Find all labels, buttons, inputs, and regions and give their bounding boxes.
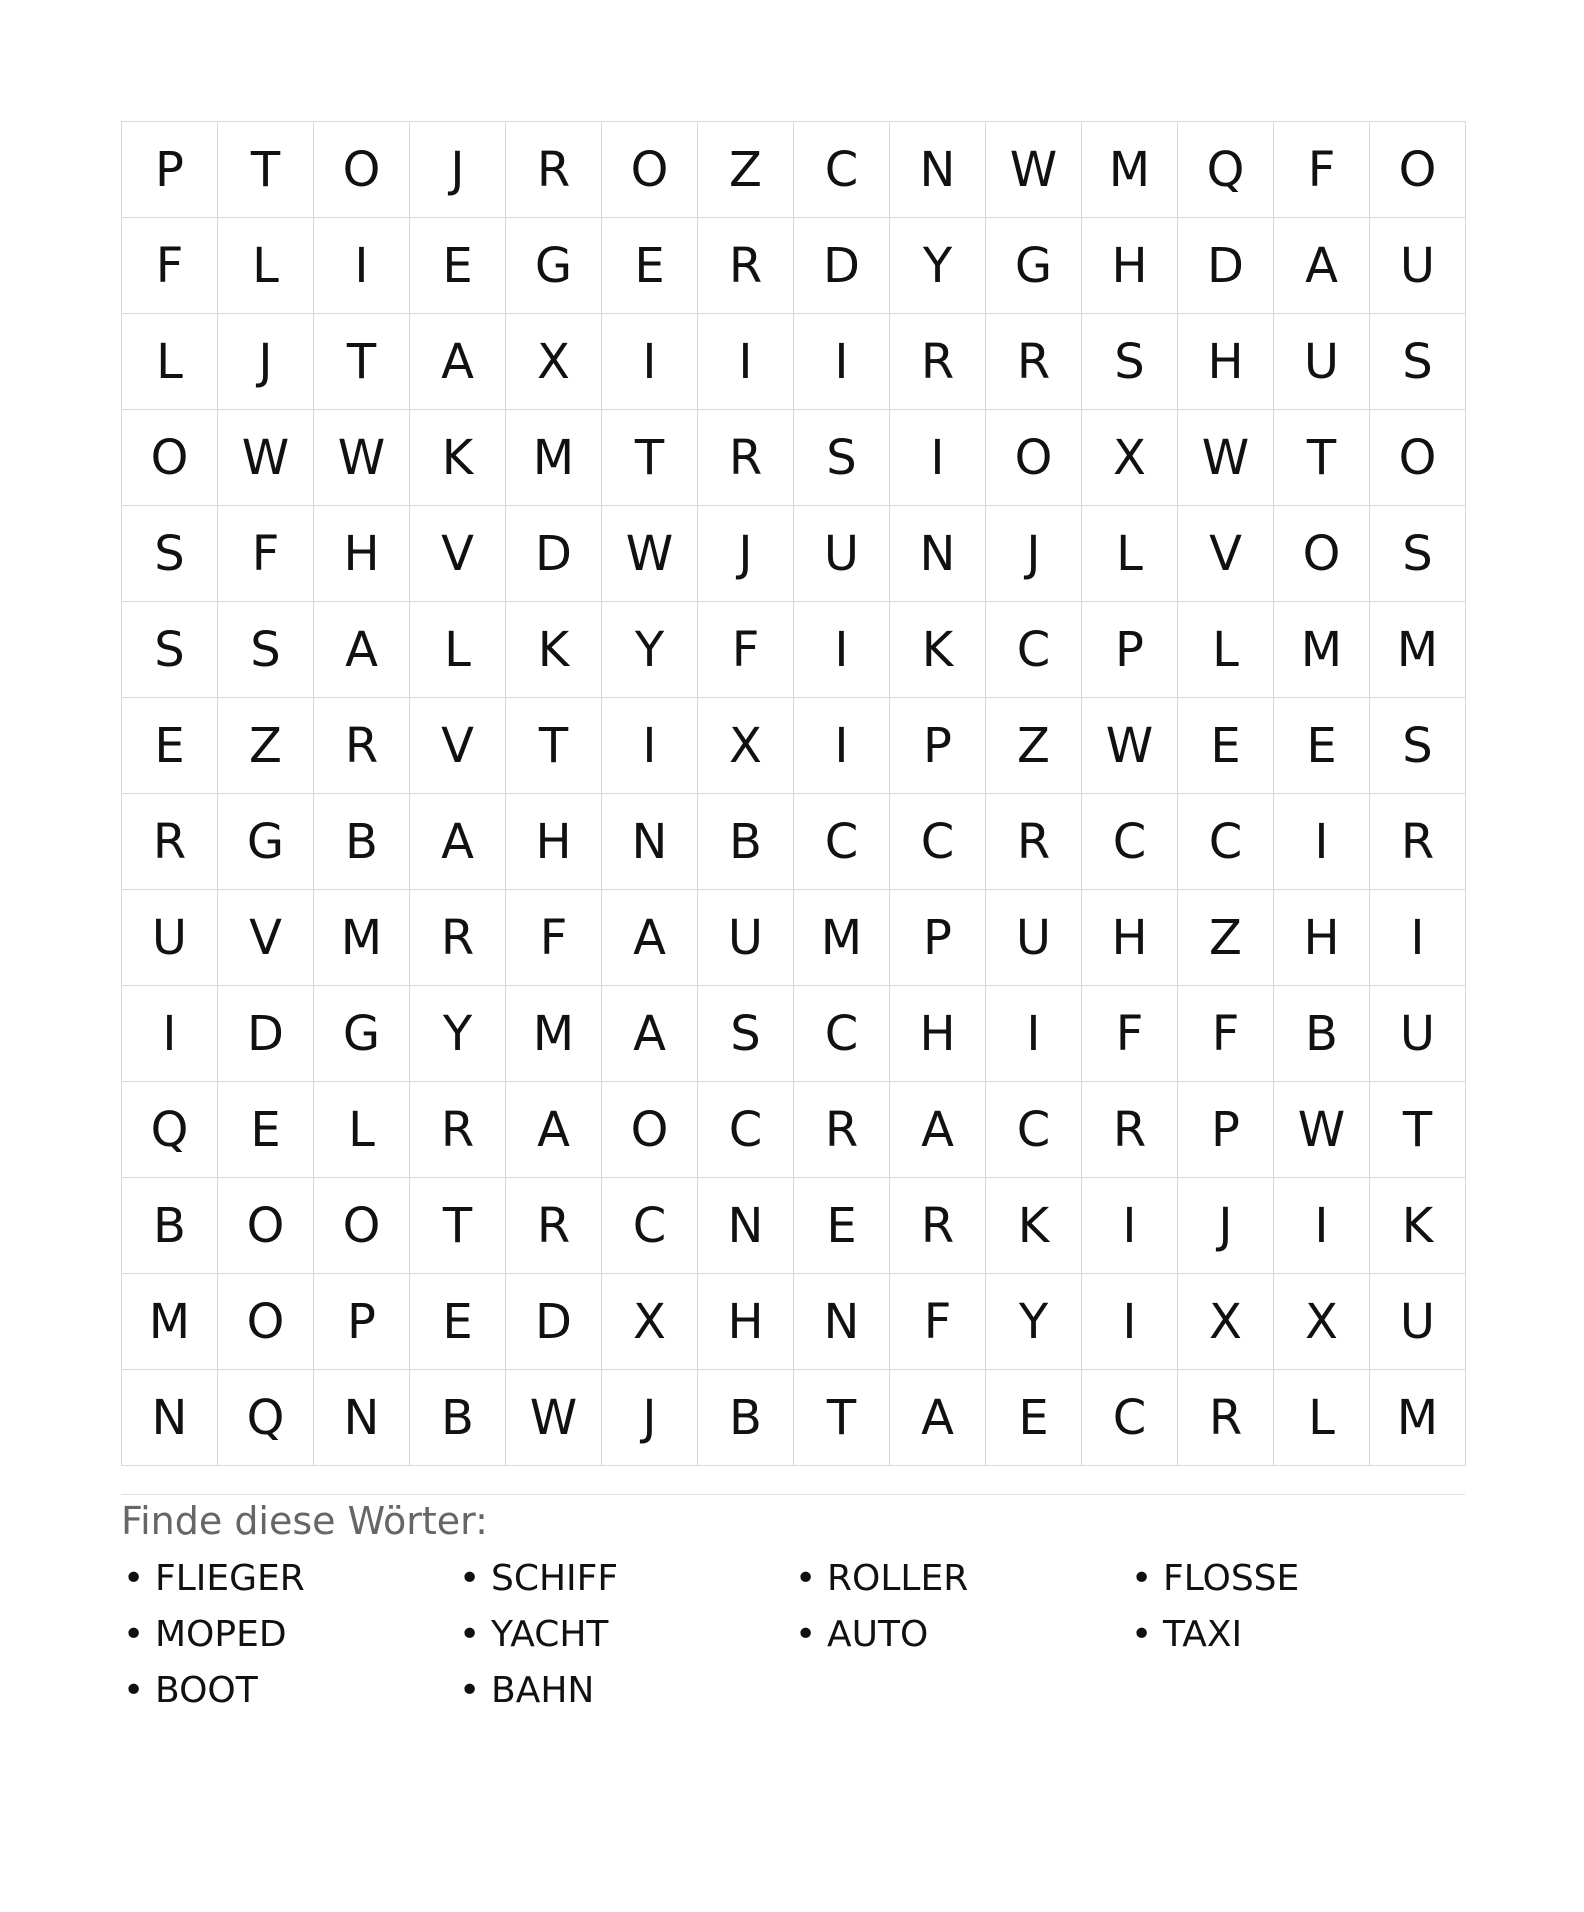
grid-cell[interactable]: Y — [986, 1274, 1082, 1370]
word-label: BAHN — [491, 1670, 595, 1711]
grid-cell[interactable]: W — [986, 122, 1082, 218]
grid-cell[interactable]: O — [1370, 122, 1466, 218]
word-list — [121, 1556, 1465, 1724]
grid-cell[interactable]: V — [1178, 506, 1274, 602]
grid-cell[interactable]: A — [314, 602, 410, 698]
word-label: AUTO — [827, 1614, 929, 1655]
grid-cell[interactable]: C — [1082, 794, 1178, 890]
grid-cell[interactable]: S — [1082, 314, 1178, 410]
grid-cell[interactable]: L — [122, 314, 218, 410]
grid-cell[interactable]: D — [506, 1274, 602, 1370]
grid-cell[interactable]: C — [1178, 794, 1274, 890]
grid-cell[interactable]: W — [218, 410, 314, 506]
grid-cell[interactable]: P — [314, 1274, 410, 1370]
grid-cell[interactable]: W — [314, 410, 410, 506]
grid-cell[interactable]: K — [506, 602, 602, 698]
grid-cell[interactable]: E — [410, 218, 506, 314]
word-list-item — [457, 1612, 793, 1668]
grid-cell[interactable]: N — [890, 506, 986, 602]
grid-cell[interactable]: H — [1178, 314, 1274, 410]
bullet-icon: • — [1131, 1614, 1153, 1655]
bullet-icon: • — [459, 1670, 481, 1711]
grid-cell[interactable]: R — [698, 410, 794, 506]
grid-cell[interactable]: R — [698, 218, 794, 314]
grid-cell[interactable]: H — [698, 1274, 794, 1370]
grid-cell[interactable]: W — [1178, 410, 1274, 506]
grid-cell[interactable]: C — [986, 602, 1082, 698]
grid-cell[interactable]: N — [314, 1370, 410, 1466]
grid-cell[interactable]: L — [410, 602, 506, 698]
bullet-icon: • — [459, 1614, 481, 1655]
grid-cell[interactable]: I — [794, 314, 890, 410]
grid-cell[interactable]: O — [1370, 410, 1466, 506]
grid-cell[interactable]: L — [1082, 506, 1178, 602]
grid-cell[interactable]: X — [1082, 410, 1178, 506]
grid-cell[interactable]: L — [314, 1082, 410, 1178]
grid-cell[interactable]: I — [602, 314, 698, 410]
grid-cell[interactable]: R — [410, 890, 506, 986]
grid-cell[interactable]: N — [602, 794, 698, 890]
grid-cell[interactable]: T — [314, 314, 410, 410]
grid-cell[interactable]: F — [698, 602, 794, 698]
grid-cell[interactable]: S — [122, 602, 218, 698]
grid-cell[interactable]: P — [1178, 1082, 1274, 1178]
grid-cell[interactable]: I — [1274, 1178, 1370, 1274]
bullet-icon: • — [459, 1558, 481, 1599]
grid-cell[interactable]: A — [602, 986, 698, 1082]
grid-cell[interactable]: I — [314, 218, 410, 314]
grid-cell[interactable]: C — [794, 986, 890, 1082]
grid-cell[interactable]: S — [698, 986, 794, 1082]
grid-cell[interactable]: V — [410, 698, 506, 794]
grid-cell[interactable]: O — [314, 122, 410, 218]
grid-cell[interactable]: A — [890, 1370, 986, 1466]
grid-cell[interactable]: U — [1370, 986, 1466, 1082]
grid-cell[interactable]: S — [122, 506, 218, 602]
grid-cell[interactable]: I — [1082, 1178, 1178, 1274]
grid-cell[interactable]: U — [122, 890, 218, 986]
grid-cell[interactable]: M — [314, 890, 410, 986]
grid-cell[interactable]: M — [794, 890, 890, 986]
grid-cell[interactable]: H — [1082, 890, 1178, 986]
grid-cell[interactable]: R — [986, 314, 1082, 410]
grid-cell[interactable]: O — [602, 1082, 698, 1178]
grid-cell[interactable]: J — [602, 1370, 698, 1466]
grid-cell[interactable]: F — [1274, 122, 1370, 218]
word-list-item — [121, 1556, 457, 1612]
grid-cell[interactable]: I — [986, 986, 1082, 1082]
grid-cell[interactable]: X — [602, 1274, 698, 1370]
word-list-item — [457, 1556, 793, 1612]
grid-cell[interactable]: F — [1082, 986, 1178, 1082]
word-label: ROLLER — [827, 1558, 969, 1599]
grid-cell[interactable]: S — [218, 602, 314, 698]
grid-cell[interactable]: S — [1370, 698, 1466, 794]
grid-cell[interactable]: J — [410, 122, 506, 218]
grid-cell[interactable]: F — [122, 218, 218, 314]
grid-cell[interactable]: C — [1082, 1370, 1178, 1466]
word-list-item — [793, 1556, 1129, 1612]
grid-cell[interactable]: I — [1082, 1274, 1178, 1370]
grid-cell[interactable]: K — [1370, 1178, 1466, 1274]
grid-cell[interactable]: C — [794, 122, 890, 218]
grid-cell[interactable]: P — [1082, 602, 1178, 698]
grid-cell[interactable]: N — [122, 1370, 218, 1466]
grid-cell[interactable]: C — [986, 1082, 1082, 1178]
grid-cell[interactable]: D — [218, 986, 314, 1082]
grid-cell[interactable]: G — [314, 986, 410, 1082]
grid-cell[interactable]: J — [698, 506, 794, 602]
grid-cell[interactable]: Y — [890, 218, 986, 314]
grid-cell[interactable]: P — [122, 122, 218, 218]
word-list-item — [793, 1612, 1129, 1668]
grid-cell[interactable]: H — [1274, 890, 1370, 986]
grid-cell[interactable]: T — [794, 1370, 890, 1466]
grid-cell[interactable]: J — [1178, 1178, 1274, 1274]
grid-cell[interactable]: R — [122, 794, 218, 890]
bullet-icon: • — [795, 1614, 817, 1655]
grid-cell[interactable]: X — [1274, 1274, 1370, 1370]
grid-cell[interactable]: Z — [218, 698, 314, 794]
grid-cell[interactable]: I — [794, 602, 890, 698]
grid-cell[interactable]: R — [794, 1082, 890, 1178]
grid-cell[interactable]: F — [218, 506, 314, 602]
grid-cell[interactable]: A — [410, 794, 506, 890]
grid-cell[interactable]: Y — [410, 986, 506, 1082]
grid-cell[interactable]: M — [1370, 1370, 1466, 1466]
grid-cell[interactable]: P — [890, 890, 986, 986]
grid-cell[interactable]: L — [1274, 1370, 1370, 1466]
grid-cell[interactable]: T — [1370, 1082, 1466, 1178]
grid-cell[interactable]: F — [1178, 986, 1274, 1082]
grid-cell[interactable]: B — [410, 1370, 506, 1466]
grid-cell[interactable]: V — [218, 890, 314, 986]
grid-cell[interactable]: R — [1082, 1082, 1178, 1178]
grid-cell[interactable]: C — [794, 794, 890, 890]
grid-cell[interactable]: W — [602, 506, 698, 602]
grid-cell[interactable]: I — [122, 986, 218, 1082]
grid-cell[interactable]: U — [986, 890, 1082, 986]
grid-cell[interactable]: I — [890, 410, 986, 506]
grid-cell[interactable]: R — [890, 314, 986, 410]
grid-cell[interactable]: U — [698, 890, 794, 986]
grid-cell[interactable]: Z — [1178, 890, 1274, 986]
grid-cell[interactable]: X — [1178, 1274, 1274, 1370]
grid-cell[interactable]: G — [218, 794, 314, 890]
grid-cell[interactable]: F — [506, 890, 602, 986]
bullet-icon: • — [795, 1558, 817, 1599]
grid-cell[interactable]: R — [410, 1082, 506, 1178]
word-label: YACHT — [491, 1614, 609, 1655]
grid-cell[interactable]: R — [890, 1178, 986, 1274]
grid-cell[interactable]: I — [1274, 794, 1370, 890]
word-list-item — [121, 1668, 457, 1724]
grid-cell[interactable]: O — [218, 1274, 314, 1370]
grid-cell[interactable]: Z — [698, 122, 794, 218]
bullet-icon: • — [1131, 1558, 1153, 1599]
word-label: BOOT — [155, 1670, 258, 1711]
grid-cell[interactable]: Q — [122, 1082, 218, 1178]
grid-cell[interactable]: R — [986, 794, 1082, 890]
grid-cell[interactable]: M — [1370, 602, 1466, 698]
grid-cell[interactable]: B — [698, 1370, 794, 1466]
grid-cell[interactable]: G — [986, 218, 1082, 314]
grid-cell[interactable]: J — [986, 506, 1082, 602]
grid-cell[interactable]: E — [122, 698, 218, 794]
grid-cell[interactable]: T — [1274, 410, 1370, 506]
grid-cell[interactable]: X — [506, 314, 602, 410]
grid-cell[interactable]: D — [1178, 218, 1274, 314]
word-search-grid — [121, 121, 1466, 1466]
grid-cell[interactable]: A — [1274, 218, 1370, 314]
grid-cell[interactable]: B — [1274, 986, 1370, 1082]
grid-cell[interactable]: E — [1274, 698, 1370, 794]
grid-cell[interactable]: N — [698, 1178, 794, 1274]
word-list-item — [1129, 1612, 1465, 1668]
grid-cell[interactable]: U — [794, 506, 890, 602]
grid-cell[interactable]: V — [410, 506, 506, 602]
grid-cell[interactable]: C — [890, 794, 986, 890]
grid-cell[interactable]: M — [1274, 602, 1370, 698]
grid-cell[interactable]: R — [506, 122, 602, 218]
grid-cell[interactable]: H — [890, 986, 986, 1082]
grid-cell[interactable]: K — [890, 602, 986, 698]
grid-cell[interactable]: O — [218, 1178, 314, 1274]
grid-cell[interactable]: A — [506, 1082, 602, 1178]
grid-cell[interactable]: A — [410, 314, 506, 410]
grid-cell[interactable]: O — [1274, 506, 1370, 602]
grid-cell[interactable]: L — [218, 218, 314, 314]
grid-cell[interactable]: R — [314, 698, 410, 794]
grid-cell[interactable]: E — [602, 218, 698, 314]
grid-cell[interactable]: D — [506, 506, 602, 602]
grid-cell[interactable]: T — [602, 410, 698, 506]
grid-cell[interactable]: B — [698, 794, 794, 890]
grid-cell[interactable]: U — [1370, 1274, 1466, 1370]
grid-cell[interactable]: O — [986, 410, 1082, 506]
grid-cell[interactable]: Q — [218, 1370, 314, 1466]
grid-cell[interactable]: M — [506, 986, 602, 1082]
grid-cell[interactable]: C — [602, 1178, 698, 1274]
grid-cell[interactable]: E — [1178, 698, 1274, 794]
grid-cell[interactable]: W — [506, 1370, 602, 1466]
grid-cell[interactable]: Z — [986, 698, 1082, 794]
word-label: SCHIFF — [491, 1558, 619, 1599]
grid-cell[interactable]: O — [314, 1178, 410, 1274]
divider — [121, 1494, 1465, 1495]
grid-cell[interactable]: I — [602, 698, 698, 794]
grid-cell[interactable]: W — [1274, 1082, 1370, 1178]
grid-cell[interactable]: F — [890, 1274, 986, 1370]
grid-cell[interactable]: N — [794, 1274, 890, 1370]
bullet-icon: • — [123, 1614, 145, 1655]
word-list-item — [1129, 1556, 1465, 1612]
grid-cell[interactable]: I — [1370, 890, 1466, 986]
grid-cell[interactable]: R — [506, 1178, 602, 1274]
grid-cell[interactable]: Y — [602, 602, 698, 698]
grid-cell[interactable]: G — [506, 218, 602, 314]
bullet-icon: • — [123, 1670, 145, 1711]
grid-cell[interactable]: K — [410, 410, 506, 506]
grid-cell[interactable]: S — [1370, 506, 1466, 602]
grid-cell[interactable]: T — [410, 1178, 506, 1274]
grid-cell[interactable]: O — [602, 122, 698, 218]
grid-cell[interactable]: K — [986, 1178, 1082, 1274]
word-list-item — [121, 1612, 457, 1668]
grid-cell[interactable]: E — [410, 1274, 506, 1370]
grid-cell[interactable]: M — [1082, 122, 1178, 218]
grid-cell[interactable]: J — [218, 314, 314, 410]
grid-cell[interactable]: I — [698, 314, 794, 410]
grid-cell[interactable]: B — [122, 1178, 218, 1274]
word-label: MOPED — [155, 1614, 287, 1655]
grid-cell[interactable]: D — [794, 218, 890, 314]
grid-cell[interactable]: X — [698, 698, 794, 794]
grid-cell[interactable]: T — [506, 698, 602, 794]
grid-cell[interactable]: B — [314, 794, 410, 890]
grid-cell[interactable]: A — [602, 890, 698, 986]
grid-cell[interactable]: P — [890, 698, 986, 794]
grid-cell[interactable]: M — [506, 410, 602, 506]
grid-cell[interactable]: T — [218, 122, 314, 218]
grid-cell[interactable]: N — [890, 122, 986, 218]
grid-cell[interactable]: R — [1370, 794, 1466, 890]
grid-cell[interactable]: U — [1370, 218, 1466, 314]
grid-cell[interactable]: O — [122, 410, 218, 506]
grid-cell[interactable]: I — [794, 698, 890, 794]
word-label: FLOSSE — [1163, 1558, 1300, 1599]
grid-cell[interactable]: M — [122, 1274, 218, 1370]
word-list-heading: Finde diese Wörter: — [121, 1499, 488, 1543]
word-list-item — [457, 1668, 793, 1724]
grid-cell[interactable]: L — [1178, 602, 1274, 698]
word-label: FLIEGER — [155, 1558, 305, 1599]
grid-cell[interactable]: H — [506, 794, 602, 890]
grid-cell[interactable]: W — [1082, 698, 1178, 794]
grid-cell[interactable]: A — [890, 1082, 986, 1178]
grid-cell[interactable]: C — [698, 1082, 794, 1178]
grid-cell[interactable]: U — [1274, 314, 1370, 410]
grid-cell[interactable]: E — [986, 1370, 1082, 1466]
grid-cell[interactable]: S — [794, 410, 890, 506]
grid-cell[interactable]: R — [1178, 1370, 1274, 1466]
grid-cell[interactable]: Q — [1178, 122, 1274, 218]
grid-cell[interactable]: H — [314, 506, 410, 602]
grid-cell[interactable]: S — [1370, 314, 1466, 410]
word-label: TAXI — [1163, 1614, 1243, 1655]
bullet-icon: • — [123, 1558, 145, 1599]
grid-cell[interactable]: E — [218, 1082, 314, 1178]
grid-cell[interactable]: H — [1082, 218, 1178, 314]
grid-cell[interactable]: E — [794, 1178, 890, 1274]
